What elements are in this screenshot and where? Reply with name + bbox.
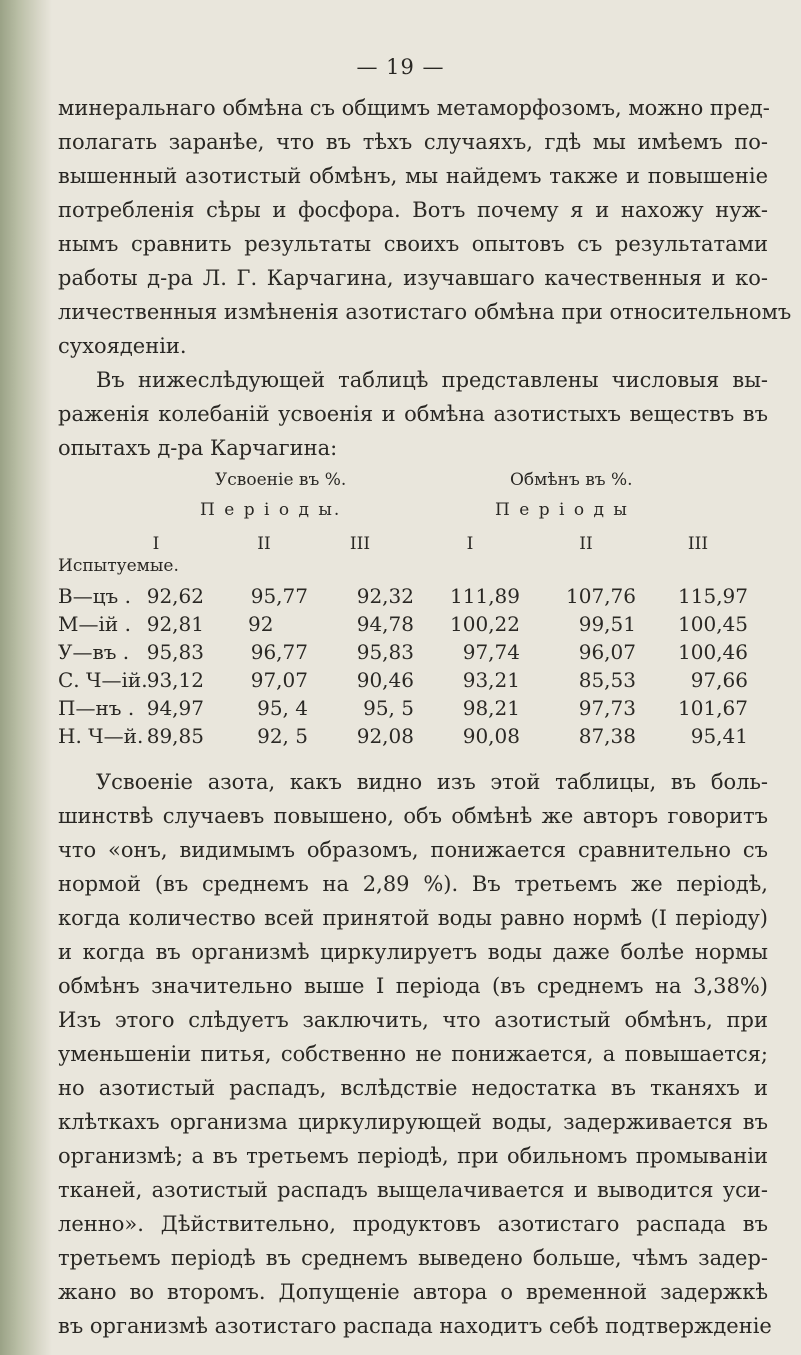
text-line: тканей, азотистый распадъ выщелачивается и выводится уси- [58, 1178, 768, 1202]
period-header: III [687, 534, 709, 554]
value-cell: 100,45 [678, 612, 748, 636]
text-line: третьемъ періодѣ въ среднемъ выведено больше, чѣмъ задер- [58, 1246, 768, 1270]
value-cell: 97,73 [578, 696, 636, 720]
value-cell: 96,07 [578, 640, 636, 664]
value-cell: 95,77 [250, 584, 308, 608]
value-cell: 93,12 [146, 668, 204, 692]
value-cell: 94,97 [146, 696, 204, 720]
period-header: I [152, 534, 160, 554]
value-cell: 93,21 [462, 668, 520, 692]
period-header: I [466, 534, 474, 554]
text-line: минеральнаго обмѣна съ общимъ метаморфозомъ, можно пред- [58, 96, 770, 120]
value-cell: 96,77 [250, 640, 308, 664]
value-cell: 90,08 [462, 724, 520, 748]
value-cell: 97,07 [250, 668, 308, 692]
period-header: II [579, 534, 593, 554]
page-number: — 19 — [356, 55, 445, 79]
value-cell: 95, 4 [257, 696, 308, 720]
text-line: потребленія сѣры и фосфора. Вотъ почему я и нахожу нуж- [58, 198, 768, 222]
text-line: обмѣнъ значительно выше I періода (въ среднемъ на 3,38%) [58, 974, 768, 998]
value-cell: 95,83 [356, 640, 414, 664]
value-cell: 97,74 [462, 640, 520, 664]
text-line: жано во второмъ. Допущеніе автора о временной задержкѣ [58, 1280, 768, 1304]
text-line: работы д-ра Л. Г. Карчагина, изучавшаго качественныя и ко- [58, 266, 768, 290]
text-line: Усвоеніе азота, какъ видно изъ этой таблицы, въ боль- [96, 770, 768, 794]
value-cell: 92,08 [356, 724, 414, 748]
value-cell: 95,41 [690, 724, 748, 748]
text-line: сухояденіи. [58, 334, 187, 358]
table-group-header-exchange: Обмѣнъ въ %. [510, 470, 633, 490]
text-line: клѣткахъ организма циркулирующей воды, задерживается въ [58, 1110, 768, 1134]
value-cell: 92, 5 [257, 724, 308, 748]
subject-cell: С. Ч—ій. [58, 668, 148, 692]
period-header: III [349, 534, 371, 554]
value-cell: 89,85 [146, 724, 204, 748]
table-period-label: П е р і о д ы [495, 500, 629, 520]
table-row-header: Испытуемые. [58, 556, 179, 576]
subject-cell: Н. Ч—й. [58, 724, 144, 748]
value-cell: 87,38 [578, 724, 636, 748]
period-header: II [257, 534, 271, 554]
text-line: уменьшеніи питья, собственно не понижается, а повышается; [58, 1042, 768, 1066]
value-cell: 98,21 [462, 696, 520, 720]
value-cell: 94,78 [356, 612, 414, 636]
subject-cell: У—въ . [58, 640, 130, 664]
text-line: нормой (въ среднемъ на 2,89 %). Въ третьемъ же періодѣ, [58, 872, 768, 896]
value-cell: 92,81 [146, 612, 204, 636]
text-line: что «онъ, видимымъ образомъ, понижается сравнительно съ [58, 838, 768, 862]
text-line: шинствѣ случаевъ повышено, объ обмѣнѣ же авторъ говоритъ [58, 804, 768, 828]
subject-cell: П—нъ . [58, 696, 135, 720]
text-line: но азотистый распадъ, вслѣдствіе недостатка въ тканяхъ и [58, 1076, 768, 1100]
value-cell: 97,66 [690, 668, 748, 692]
value-cell: 92,62 [146, 584, 204, 608]
text-line: Въ нижеслѣдующей таблицѣ представлены числовыя вы- [96, 368, 768, 392]
text-line: когда количество всей принятой воды равно нормѣ (I періоду) [58, 906, 768, 930]
value-cell: 92,32 [356, 584, 414, 608]
value-cell: 90,46 [356, 668, 414, 692]
value-cell: 107,76 [566, 584, 636, 608]
value-cell: 101,67 [678, 696, 748, 720]
text-line: и когда въ организмѣ циркулируетъ воды даже болѣе нормы [58, 940, 768, 964]
text-line: полагать заранѣе, что въ тѣхъ случаяхъ, гдѣ мы имѣемъ по- [58, 130, 768, 154]
value-cell: 95, 5 [363, 696, 414, 720]
value-cell: 85,53 [578, 668, 636, 692]
table-period-label: П е р і о д ы. [200, 500, 342, 520]
text-line: раженія колебаній усвоенія и обмѣна азотистыхъ веществъ въ [58, 402, 768, 426]
table-group-header-absorption: Усвоеніе въ %. [215, 470, 347, 490]
value-cell: 99,51 [578, 612, 636, 636]
value-cell: 100,22 [450, 612, 520, 636]
value-cell: 92 [248, 612, 274, 636]
text-line: личественныя измѣненія азотистаго обмѣна при относительномъ [58, 300, 792, 324]
text-line: организмѣ; а въ третьемъ періодѣ, при обильномъ промываніи [58, 1144, 768, 1168]
text-line: нымъ сравнить результаты своихъ опытовъ съ результатами [58, 232, 768, 256]
text-line: ленно». Дѣйствительно, продуктовъ азотистаго распада въ [58, 1212, 768, 1236]
value-cell: 95,83 [146, 640, 204, 664]
subject-cell: В—цъ . [58, 584, 131, 608]
value-cell: 111,89 [450, 584, 520, 608]
value-cell: 115,97 [678, 584, 748, 608]
text-line: опытахъ д-ра Карчагина: [58, 436, 338, 460]
text-line: вышенный азотистый обмѣнъ, мы найдемъ также и повышеніе [58, 164, 768, 188]
subject-cell: М—ій . [58, 612, 131, 636]
text-line: Изъ этого слѣдуетъ заключить, что азотистый обмѣнъ, при [58, 1008, 768, 1032]
text-line: въ организмѣ азотистаго распада находитъ себѣ подтвержденіе [58, 1314, 772, 1338]
value-cell: 100,46 [678, 640, 748, 664]
